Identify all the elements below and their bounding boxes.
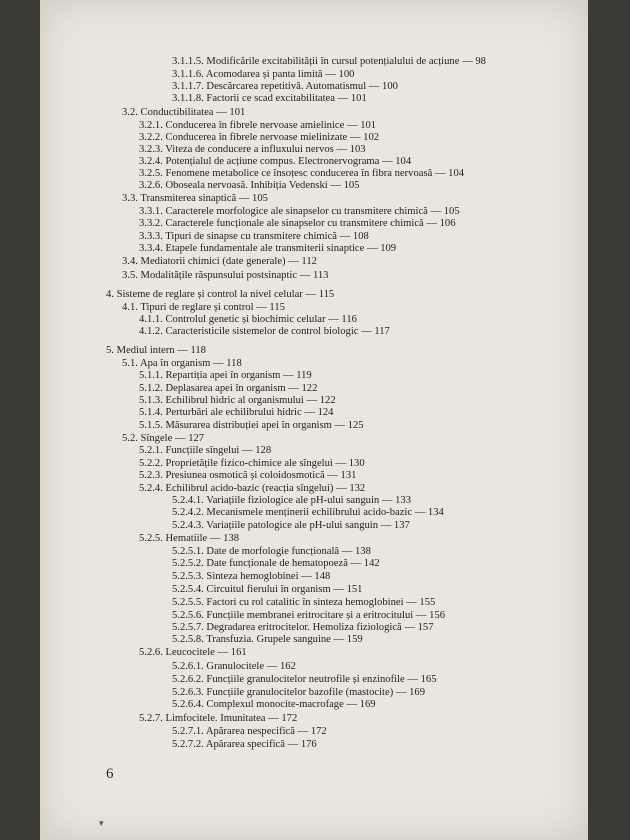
- toc-entry: 4. Sisteme de reglare și control la nivel celular — 115: [106, 289, 335, 300]
- book-page: [40, 0, 588, 840]
- toc-entry: 5.2.7.2. Apărarea specifică — 176: [172, 739, 317, 750]
- toc-entry: 4.1.2. Caracteristicile sistemelor de control biologic — 117: [139, 326, 390, 337]
- toc-entry: 5.2.4.3. Variațiile patologice ale pH-ului sanguin — 137: [172, 520, 410, 531]
- toc-entry: 3.2.3. Viteza de conducere a influxului nervos — 103: [139, 144, 366, 155]
- toc-entry: 5.2.5.8. Transfuzia. Grupele sanguine — 159: [172, 634, 363, 645]
- table-of-contents: [40, 0, 588, 840]
- toc-entry: 5.1.1. Repartiția apei în organism — 119: [139, 370, 312, 381]
- toc-entry: 5.2.6.4. Complexul monocite-macrofage — 169: [172, 699, 376, 710]
- toc-entry: 3.2.1. Conducerea în fibrele nervoase amielinice — 101: [139, 120, 377, 131]
- toc-entry: 5.2.5.4. Circuitul fierului în organism — 151: [172, 584, 363, 595]
- toc-entry: 5.2.5.5. Factori cu rol catalitic în sinteza hemoglobinei — 155: [172, 597, 436, 608]
- toc-entry: 5.2.6.1. Granulocitele — 162: [172, 661, 296, 672]
- toc-entry: 3.3.1. Caracterele morfologice ale sinapselor cu transmitere chimică — 105: [139, 206, 460, 217]
- toc-entry: 3.2.2. Conducerea în fibrele nervoase mielinizate — 102: [139, 132, 380, 143]
- toc-entry: 5.2.5.2. Date funcționale de hematopoeză — 142: [172, 558, 380, 569]
- toc-entry: 3.3. Transmiterea sinaptică — 105: [122, 193, 268, 204]
- toc-entry: 5.2.6.3. Funcțiile granulocitelor bazofile (mastocite) — 169: [172, 687, 426, 698]
- toc-entry: 5.2.6. Leucocitele — 161: [139, 647, 247, 658]
- toc-entry: 5.2.5.6. Funcțiile membranei eritrocitare și a eritrocitului — 156: [172, 610, 446, 621]
- toc-entry: 3.3.3. Tipuri de sinapse cu transmitere chimică — 108: [139, 231, 369, 242]
- toc-entry: 3.2.4. Potențialul de acțiune compus. Electronervograma — 104: [139, 156, 412, 167]
- toc-entry: 3.1.1.5. Modificările excitabilității în cursul potențialului de acțiune — 98: [172, 56, 486, 67]
- toc-entry: 5.2.2. Proprietățile fizico-chimice ale sîngelui — 130: [139, 458, 365, 469]
- toc-entry: 5.2.5. Hematiile — 138: [139, 533, 240, 544]
- toc-entry: 5.2.4.2. Mecanismele menținerii echilibrului acido-bazic — 134: [172, 507, 444, 518]
- toc-entry: 4.1.1. Controlul genetic și biochimic celular — 116: [139, 314, 357, 325]
- toc-entry: 3.3.2. Caracterele funcționale ale sinapselor cu transmitere chimică — 106: [139, 218, 456, 229]
- toc-entry: 5.1.5. Măsurarea distribuției apei în organism — 125: [139, 420, 364, 431]
- toc-entry: 5.1.3. Echilibrul hidric al organismului — 122: [139, 395, 336, 406]
- toc-entry: 4.1. Tipuri de reglare și control — 115: [122, 302, 285, 313]
- toc-entry: 5.2.6.2. Funcțiile granulocitelor neutrofile și enzinofile — 165: [172, 674, 437, 685]
- toc-entry: 5.2.7.1. Apărarea nespecifică — 172: [172, 726, 327, 737]
- toc-entry: 3.1.1.7. Descărcarea repetitivă. Automatismul — 100: [172, 81, 398, 92]
- toc-entry: 3.1.1.6. Acomodarea și panta limită — 100: [172, 69, 355, 80]
- toc-entry: 5.1.2. Deplasarea apei în organism — 122: [139, 383, 318, 394]
- toc-entry: 5.1.4. Perturbări ale echilibrului hidric — 124: [139, 407, 334, 418]
- toc-entry: 3.2.5. Fenomene metabolice ce însoțesc conducerea în fibra nervoasă — 104: [139, 168, 465, 179]
- toc-entry: 3.2.6. Oboseala nervoasă. Inhibiția Vedenski — 105: [139, 180, 360, 191]
- toc-entry: 5.1. Apa în organism — 118: [122, 358, 242, 369]
- toc-entry: 3.1.1.8. Factorii ce scad excitabilitatea — 101: [172, 93, 367, 104]
- toc-entry: 5. Mediul intern — 118: [106, 345, 206, 356]
- toc-entry: 3.5. Modalitățile răspunsului postsinaptic — 113: [122, 270, 329, 281]
- toc-entry: 5.2.3. Presiunea osmotică și coloidosmotică — 131: [139, 470, 357, 481]
- corner-mark-icon: ▾: [99, 818, 104, 828]
- toc-entry: 5.2.4. Echilibrul acido-bazic (reacția sîngelui) — 132: [139, 483, 366, 494]
- toc-entry: 3.4. Mediatorii chimici (date generale) — 112: [122, 256, 317, 267]
- toc-entry: 3.3.4. Etapele fundamentale ale transmiterii sinaptice — 109: [139, 243, 397, 254]
- toc-entry: 3.2. Conductibilitatea — 101: [122, 107, 246, 118]
- toc-entry: 5.2.5.1. Date de morfologie funcțională — 138: [172, 546, 371, 557]
- toc-entry: 5.2.5.7. Degradarea eritrocitelor. Hemoliza fiziologică — 157: [172, 622, 434, 633]
- toc-entry: 5.2. Sîngele — 127: [122, 433, 205, 444]
- page-number: 6: [106, 766, 114, 782]
- toc-entry: 5.2.7. Limfocitele. Imunitatea — 172: [139, 713, 298, 724]
- toc-entry: 5.2.1. Funcțiile sîngelui — 128: [139, 445, 272, 456]
- toc-entry: 5.2.5.3. Sinteza hemoglobinei — 148: [172, 571, 331, 582]
- toc-entry: 5.2.4.1. Variațiile fiziologice ale pH-ului sanguin — 133: [172, 495, 411, 506]
